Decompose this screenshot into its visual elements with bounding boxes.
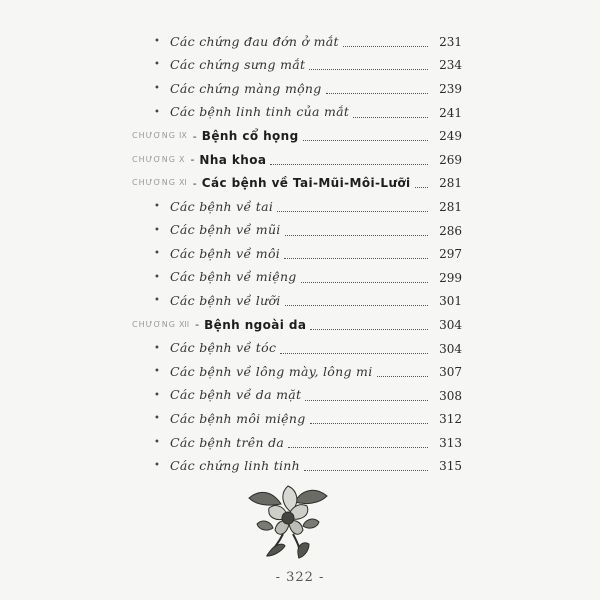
bullet-icon: • bbox=[154, 436, 160, 448]
toc-entry-label: Các bệnh về lưỡi bbox=[170, 293, 281, 309]
leader-dots bbox=[277, 210, 428, 212]
chapter-number: IX bbox=[178, 131, 187, 141]
toc-entry bbox=[132, 54, 462, 78]
toc-entry bbox=[132, 219, 462, 243]
toc-entry bbox=[132, 195, 462, 219]
leader-dots bbox=[301, 281, 428, 283]
leader-dots bbox=[288, 446, 428, 448]
toc-entry bbox=[132, 360, 462, 384]
bullet-icon: • bbox=[154, 366, 160, 378]
leader-dots bbox=[343, 45, 428, 47]
toc-entry-page: 313 bbox=[439, 435, 462, 450]
bullet-icon: • bbox=[154, 200, 160, 212]
chapter-tag: CHƯƠNG bbox=[132, 131, 176, 141]
bullet-icon: • bbox=[154, 295, 160, 307]
toc-entry-page: 308 bbox=[439, 388, 462, 403]
toc-entry-page: 297 bbox=[439, 247, 462, 262]
toc-entry-label: Các chứng đau đớn ở mắt bbox=[170, 33, 339, 49]
leader-dots bbox=[284, 257, 428, 259]
leader-dots bbox=[377, 375, 429, 377]
leader-dots bbox=[280, 352, 428, 354]
bullet-icon: • bbox=[154, 460, 160, 472]
toc-entry bbox=[132, 455, 462, 479]
toc-entry-page: 281 bbox=[439, 199, 462, 214]
chapter-dash: - bbox=[190, 153, 195, 167]
bullet-icon: • bbox=[154, 82, 160, 94]
chapter-title: Bệnh ngoài da bbox=[204, 317, 307, 332]
leader-dots bbox=[353, 116, 428, 118]
leader-dots bbox=[310, 328, 428, 330]
leader-dots bbox=[326, 92, 428, 94]
chapter-page: 304 bbox=[439, 317, 462, 332]
toc-entry-page: 231 bbox=[439, 34, 462, 49]
toc-entry-label: Các bệnh môi miệng bbox=[170, 411, 306, 427]
toc-entry-label: Các bệnh về miệng bbox=[170, 269, 297, 285]
leader-dots bbox=[310, 422, 428, 424]
toc-entry-label: Các bệnh về da mặt bbox=[170, 387, 302, 403]
chapter-number: XI bbox=[178, 178, 187, 188]
bullet-icon: • bbox=[154, 389, 160, 401]
chapter-title: Các bệnh về Tai-Mũi-Môi-Lưỡi bbox=[201, 176, 411, 191]
chapter-page: 249 bbox=[439, 129, 462, 144]
bullet-icon: • bbox=[154, 413, 160, 425]
toc-entry-page: 234 bbox=[439, 58, 462, 73]
chapter-title: Nha khoa bbox=[199, 152, 267, 167]
toc-entry-label: Các chứng linh tinh bbox=[170, 458, 301, 474]
toc-entry-label: Các chứng sưng mắt bbox=[170, 57, 306, 73]
toc-entry-label: Các bệnh về tóc bbox=[170, 340, 277, 356]
leader-dots bbox=[303, 139, 428, 141]
toc-chapter bbox=[132, 124, 462, 148]
chapter-dash: - bbox=[192, 176, 197, 190]
toc-entry bbox=[132, 30, 462, 54]
chapter-dash: - bbox=[195, 318, 200, 332]
toc-entry-page: 307 bbox=[439, 365, 462, 380]
toc-entry bbox=[132, 77, 462, 101]
toc-entry-label: Các chứng màng mộng bbox=[170, 80, 322, 96]
toc-entry-label: Các bệnh về tai bbox=[170, 198, 274, 214]
toc-chapter bbox=[132, 172, 462, 196]
leader-dots bbox=[305, 399, 428, 401]
bullet-icon: • bbox=[154, 59, 160, 71]
toc-entry bbox=[132, 290, 462, 314]
bullet-icon: • bbox=[154, 106, 160, 118]
toc-entry-page: 312 bbox=[439, 412, 462, 427]
leader-dots bbox=[309, 68, 428, 70]
bullet-icon: • bbox=[154, 271, 160, 283]
bullet-icon: • bbox=[154, 224, 160, 236]
leader-dots bbox=[270, 163, 428, 165]
toc-entry-page: 315 bbox=[439, 459, 462, 474]
chapter-number: X bbox=[178, 154, 185, 164]
toc-entry-page: 286 bbox=[439, 223, 462, 238]
toc-entry-label: Các bệnh về môi bbox=[170, 245, 281, 261]
toc-entry-page: 241 bbox=[439, 105, 462, 120]
toc-entry bbox=[132, 101, 462, 125]
toc-entry-label: Các bệnh về mũi bbox=[170, 222, 281, 238]
toc-entry-page: 301 bbox=[439, 294, 462, 309]
leader-dots bbox=[285, 234, 428, 236]
toc-entry-label: Các bệnh về lông mày, lông mi bbox=[170, 363, 373, 379]
page-number-footer: - 322 - bbox=[275, 570, 325, 585]
toc-entry bbox=[132, 266, 462, 290]
leader-dots bbox=[304, 469, 428, 471]
bullet-icon: • bbox=[154, 342, 160, 354]
toc-chapter bbox=[132, 313, 462, 337]
toc-entry-page: 299 bbox=[439, 270, 462, 285]
toc-entry bbox=[132, 431, 462, 455]
chapter-tag: CHƯƠNG bbox=[132, 178, 176, 188]
chapter-page: 281 bbox=[439, 176, 462, 191]
chapter-number: XII bbox=[178, 319, 190, 329]
toc-entry bbox=[132, 242, 462, 266]
chapter-tag: CHƯƠNG bbox=[132, 154, 176, 164]
toc-chapter bbox=[132, 148, 462, 172]
bullet-icon: • bbox=[154, 35, 160, 47]
leader-dots bbox=[415, 186, 428, 188]
toc-entry bbox=[132, 408, 462, 432]
flower-ornament-icon bbox=[243, 478, 333, 560]
toc-entry-page: 304 bbox=[439, 341, 462, 356]
chapter-title: Bệnh cổ họng bbox=[201, 129, 299, 144]
chapter-tag: CHƯƠNG bbox=[132, 319, 176, 329]
toc-entry-label: Các bệnh linh tinh của mắt bbox=[170, 104, 350, 120]
toc-entry bbox=[132, 337, 462, 361]
toc-entry-page: 239 bbox=[439, 81, 462, 96]
chapter-page: 269 bbox=[439, 152, 462, 167]
toc-entry-label: Các bệnh trên da bbox=[170, 434, 285, 450]
chapter-dash: - bbox=[192, 129, 197, 143]
toc-entry bbox=[132, 384, 462, 408]
table-of-contents bbox=[132, 30, 462, 478]
bullet-icon: • bbox=[154, 248, 160, 260]
leader-dots bbox=[285, 304, 428, 306]
